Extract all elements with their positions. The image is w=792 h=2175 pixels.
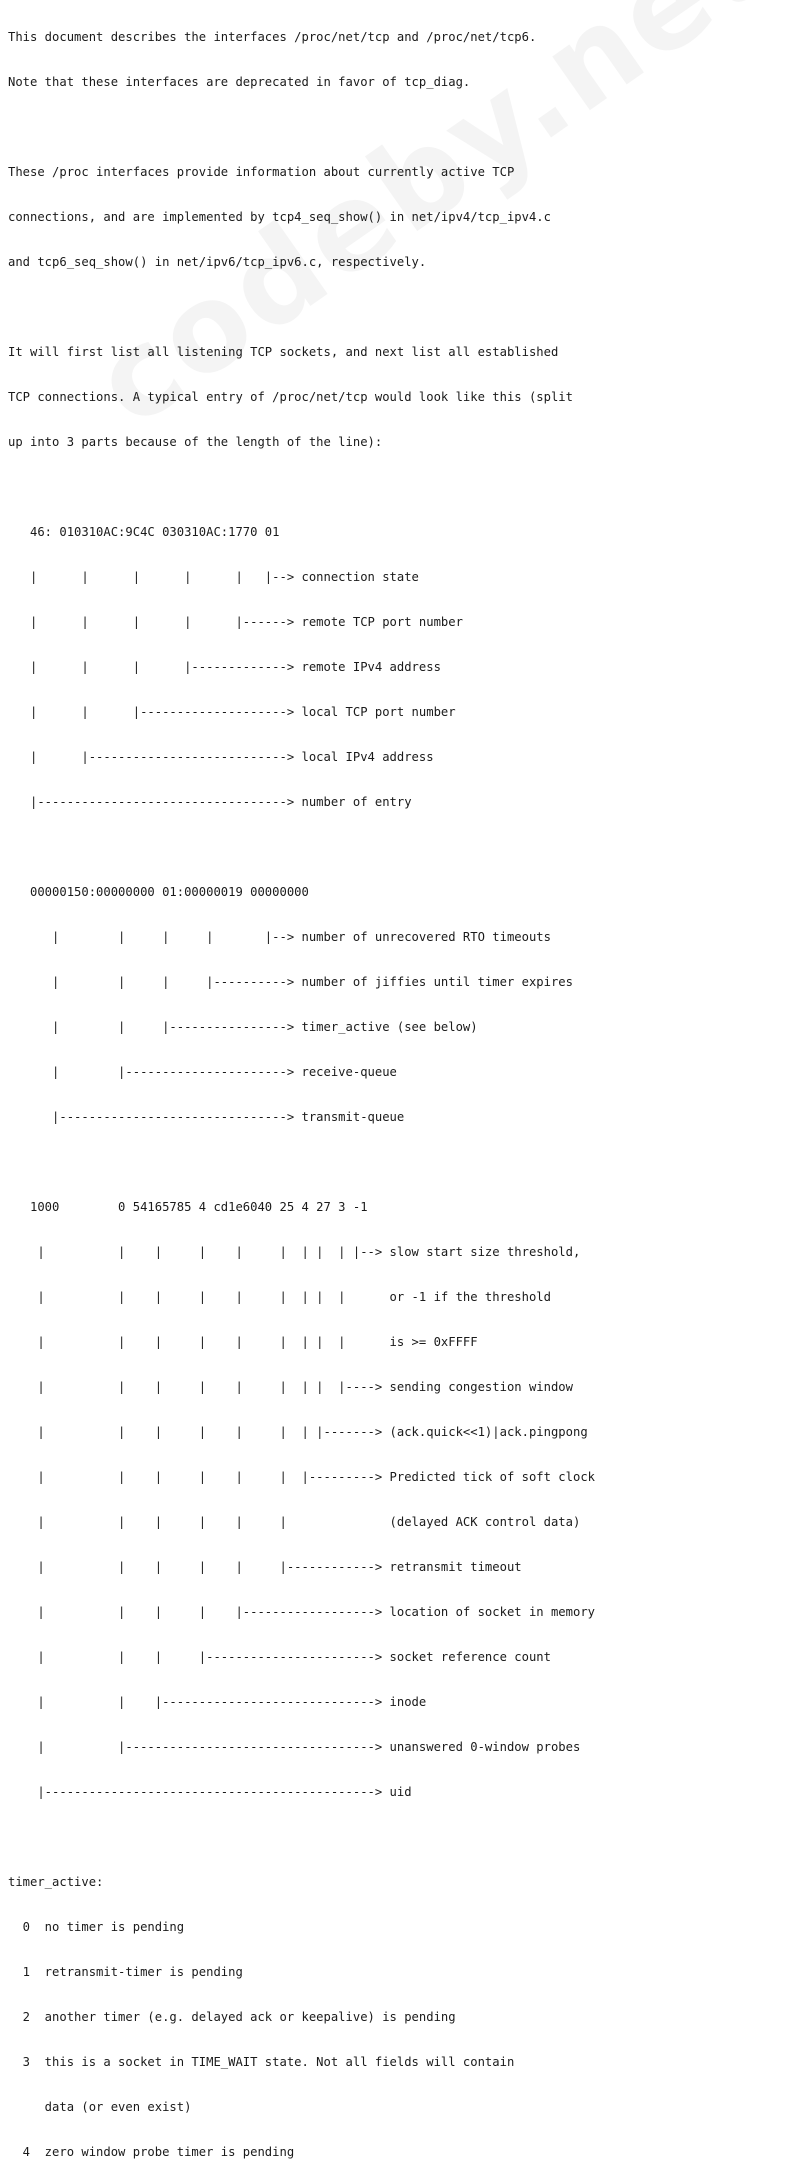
diagram-line: |-------------------------------> transmit-queue: [8, 1110, 405, 1124]
doc-line: This document describes the interfaces /proc/net/tcp and /proc/net/tcp6.: [8, 30, 537, 44]
list-item: 3 this is a socket in TIME_WAIT state. Not all fields will contain: [8, 2055, 515, 2069]
doc-line: Note that these interfaces are deprecated in favor of tcp_diag.: [8, 75, 471, 89]
diagram-line: | | | | | | | |-------> (ack.quick<<1)|ack.pingpong: [8, 1425, 588, 1439]
list-item: 1 retransmit-timer is pending: [8, 1965, 243, 1979]
diagram-line: | | | | | |--> connection state: [8, 570, 419, 584]
diagram-line: | |---------------------------> local IPv4 address: [8, 750, 434, 764]
diagram-line: 00000150:00000000 01:00000019 00000000: [8, 885, 309, 899]
list-item: 4 zero window probe timer is pending: [8, 2145, 295, 2159]
doc-line: up into 3 parts because of the length of the line):: [8, 435, 383, 449]
diagram-line: | | | | | |------------> retransmit timeout: [8, 1560, 522, 1574]
list-item: 0 no timer is pending: [8, 1920, 185, 1934]
diagram-line: | | | | | | | | | is >= 0xFFFF: [8, 1335, 478, 1349]
diagram-line: |---------------------------------------------> uid: [8, 1785, 412, 1799]
diagram-line: | | | | | | | | |----> sending congestion window: [8, 1380, 573, 1394]
diagram-line: | | | |-------------> remote IPv4 address: [8, 660, 441, 674]
doc-line: connections, and are implemented by tcp4_seq_show() in net/ipv4/tcp_ipv4.c: [8, 210, 551, 224]
doc-line: TCP connections. A typical entry of /proc/net/tcp would look like this (split: [8, 390, 573, 404]
diagram-line: 46: 010310AC:9C4C 030310AC:1770 01: [8, 525, 280, 539]
document-text: [8, 0, 595, 2175]
diagram-line: | | | | | | |---------> Predicted tick of soft clock: [8, 1470, 595, 1484]
doc-line: These /proc interfaces provide information about currently active TCP: [8, 165, 515, 179]
doc-line: [8, 1155, 595, 1170]
section-heading: timer_active:: [8, 1875, 104, 1889]
doc-line: and tcp6_seq_show() in net/ipv6/tcp_ipv6.c, respectively.: [8, 255, 427, 269]
diagram-line: | | | | |------------------> location of socket in memory: [8, 1605, 595, 1619]
diagram-line: | | |--------------------> local TCP port number: [8, 705, 456, 719]
diagram-line: | | | |-----------------------> socket reference count: [8, 1650, 551, 1664]
diagram-line: | | | | |--> number of unrecovered RTO timeouts: [8, 930, 551, 944]
diagram-line: 1000 0 54165785 4 cd1e6040 25 4 27 3 -1: [8, 1200, 368, 1214]
doc-line: [8, 480, 595, 495]
diagram-line: | | | | |------> remote TCP port number: [8, 615, 463, 629]
list-item: data (or even exist): [8, 2100, 192, 2114]
diagram-line: | | | | | | | | | |--> slow start size threshold,: [8, 1245, 581, 1259]
diagram-line: | |----------------------------------> unanswered 0-window probes: [8, 1740, 581, 1754]
diagram-line: | | | | | | (delayed ACK control data): [8, 1515, 581, 1529]
diagram-line: | | | |----------> number of jiffies until timer expires: [8, 975, 573, 989]
diagram-line: | | | | | | | | | or -1 if the threshold: [8, 1290, 551, 1304]
list-item: 2 another timer (e.g. delayed ack or keepalive) is pending: [8, 2010, 456, 2024]
diagram-line: | |----------------------> receive-queue: [8, 1065, 397, 1079]
diagram-line: |----------------------------------> number of entry: [8, 795, 412, 809]
diagram-line: | | |----------------> timer_active (see below): [8, 1020, 478, 1034]
doc-line: It will first list all listening TCP sockets, and next list all established: [8, 345, 559, 359]
doc-line: [8, 120, 595, 135]
doc-line: [8, 840, 595, 855]
doc-line: [8, 1830, 595, 1845]
diagram-line: | | |-----------------------------> inode: [8, 1695, 427, 1709]
doc-line: [8, 300, 595, 315]
